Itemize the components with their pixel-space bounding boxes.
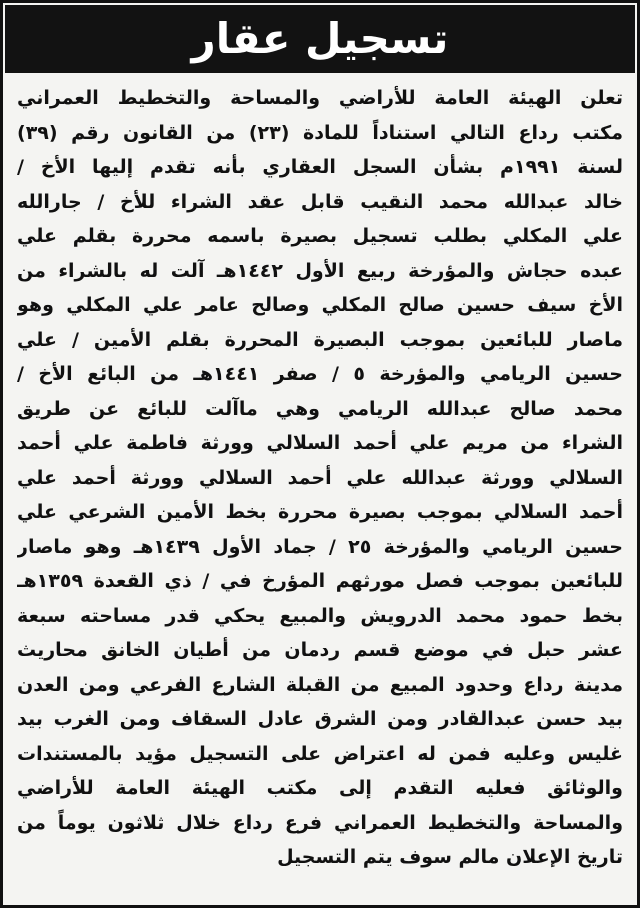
body-line-13: أحمد السلالي بموجب بصيرة محررة بخط الأمين الشرعي علي bbox=[17, 501, 623, 523]
body-line-6: عبده حجاش والمؤرخة ربيع الأول ١٤٤٢هـ آلت له بالشراء من bbox=[17, 259, 623, 282]
body-line-1: تعلن الهيئة العامة للأراضي والمساحة والتخطيط العمراني bbox=[17, 87, 623, 109]
title-banner bbox=[5, 5, 635, 73]
body-line-20: غليس وعليه فمن له اعتراض على التسجيل مؤيد بالمستندات bbox=[17, 742, 623, 765]
body-line-9: حسين الريامي والمؤرخة ٥ / صفر ١٤٤١هـ من البائع الأخ / bbox=[17, 363, 623, 385]
body-line-15: للبائعين بموجب فصل مورثهم المؤرخ في / ذي القعدة ١٣٥٩هـ bbox=[17, 570, 623, 592]
body-line-11: الشراء من مريم علي أحمد السلالي وورثة فاطمة علي أحمد bbox=[17, 432, 623, 454]
body-line-3: لسنة ١٩٩١م بشأن السجل العقاري بأنه تقدم إليها الأخ / bbox=[17, 156, 623, 178]
body-line-16: بخط حمود محمد الدرويش والمبيع يحكي قدر مساحته سبعة bbox=[17, 604, 623, 627]
body-line-12: السلالي وورثة عبدالله علي أحمد السلالي وورثة أحمد علي bbox=[17, 466, 623, 489]
notice-body bbox=[17, 81, 623, 875]
body-line-8: ماصار للبائعين بموجب البصيرة المحررة بقلم الأمين / علي bbox=[17, 328, 623, 351]
body-line-14: حسين الريامي والمؤرخة ٢٥ / جماد الأول ١٤٣٩هـ وهو ماصار bbox=[17, 535, 623, 558]
body-line-22: والمساحة والتخطيط العمراني فرع رداع خلال ثلاثون يوماً من bbox=[17, 811, 623, 834]
body-line-23: تاريخ الإعلان مالم سوف يتم التسجيل bbox=[277, 846, 623, 868]
body-line-19: بيد حسن عبدالقادر ومن الشرق عادل السقاف ومن الغرب بيد bbox=[17, 708, 623, 730]
body-line-21: والوثائق فعليه التقدم إلى مكتب الهيئة العامة للأراضي bbox=[17, 777, 623, 799]
body-line-7: الأخ سيف حسين صالح المكلي وصالح عامر علي المكلي وهو bbox=[17, 294, 623, 316]
body-line-17: عشر حبل في موضع قسم ردمان من أطيان الخانق محاريث bbox=[17, 639, 623, 661]
body-line-5: علي المكلي بطلب تسجيل بصيرة باسمه محررة بقلم علي bbox=[17, 225, 623, 247]
body-line-2: مكتب رداع التالي استناداً للمادة (٢٣) من القانون رقم (٣٩) bbox=[17, 121, 623, 144]
notice-title: تسجيل عقار bbox=[191, 14, 449, 63]
body-line-10: محمد صالح عبدالله الريامي وهي ماآلت للبائع عن طريق bbox=[17, 397, 623, 420]
body-line-4: خالد عبدالله محمد النقيب قابل عقد الشراء للأخ / جارالله bbox=[17, 190, 623, 213]
body-line-18: مدينة رداع وحدود المبيع من القبلة الشارع الفرعي ومن العدن bbox=[17, 673, 623, 696]
